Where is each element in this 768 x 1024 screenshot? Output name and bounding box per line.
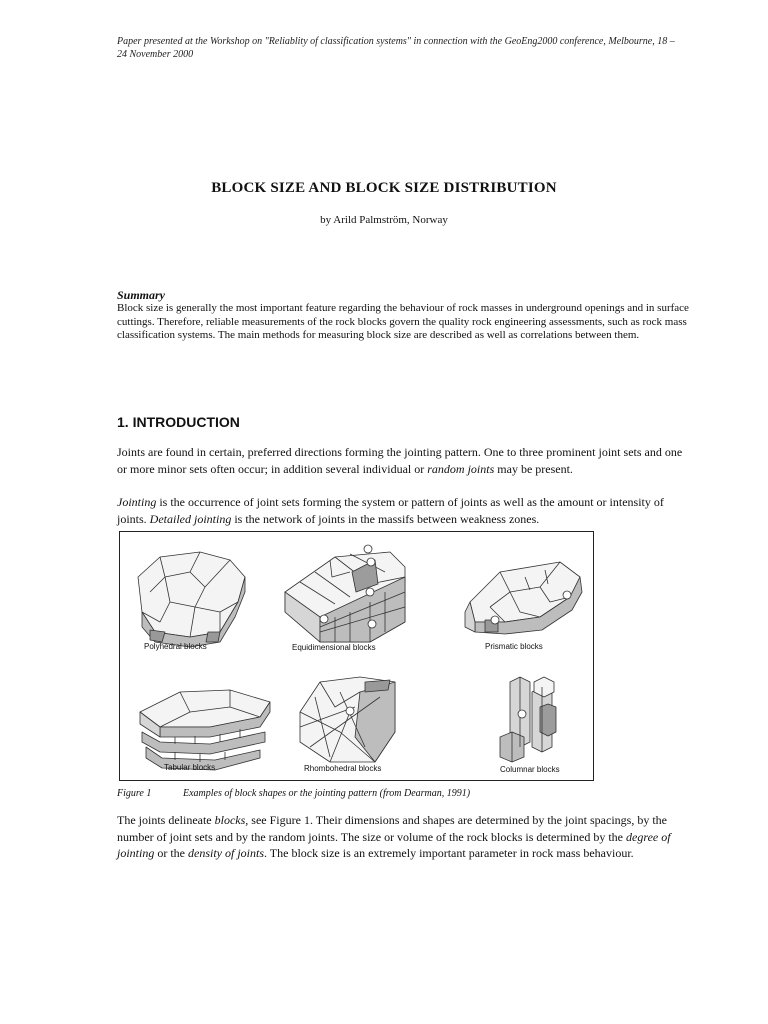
- figure-caption-text: Examples of block shapes or the jointing pattern (from Dearman, 1991): [183, 788, 471, 799]
- paper-title: BLOCK SIZE AND BLOCK SIZE DISTRIBUTION: [211, 180, 557, 196]
- section-heading-introduction: 1. INTRODUCTION: [117, 414, 240, 430]
- byline: by Arild Palmström, Norway: [320, 214, 448, 226]
- header-note: Paper presented at the Workshop on "Reliablity of classification systems" in connection with the GeoEng2000 conference, Melbourne, 18 – 24 November 2000: [117, 36, 675, 60]
- polyhedral-blocks-drawing: [138, 552, 245, 647]
- label-columnar-blocks: Columnar blocks: [500, 765, 560, 774]
- rhombohedral-blocks-drawing: [300, 677, 395, 762]
- figure-1-block-shapes: [119, 531, 594, 781]
- intro-paragraph-1: Joints are found in certain, preferred directions forming the jointing pattern. One to three prominent joint sets and one or more minor sets often occur; in addition several individual or random joints may be present.: [117, 445, 683, 476]
- summary-heading: Summary: [117, 288, 166, 302]
- intro-paragraph-2: Jointing is the occurrence of joint sets forming the system or pattern of joints as well as the amount or intensity of joints. Detailed jointing is the network of joints in the massifs between weakness zones.: [117, 495, 664, 526]
- intro-paragraph-3: The joints delineate blocks, see Figure 1. Their dimensions and shapes are determined by the joint spacings, by the number of joint sets and by the random joints. The size or volume of the rock blocks is determined by the degree of jointing or the density of joints. The block size is an extremely important parameter in rock mass behaviour.: [117, 813, 671, 860]
- label-polyhedral-blocks: Polyhedral blocks: [144, 642, 207, 651]
- figure-number: Figure 1: [117, 788, 152, 799]
- summary-body: Block size is generally the most important feature regarding the behaviour of rock masses in underground openings and in surface cuttings. Therefore, reliable measurements of the rock blocks govern the quality rock engineering assessments, such as rock mass classification systems. The main methods for measuring block size are described as well as correlations between them.: [117, 302, 689, 341]
- label-equidimensional-blocks: Equidimensional blocks: [292, 643, 376, 652]
- block-shapes-illustration: [120, 532, 595, 782]
- label-prismatic-blocks: Prismatic blocks: [485, 642, 543, 651]
- tabular-blocks-drawing: [140, 690, 270, 770]
- label-rhombohedral-blocks: Rhombohedral blocks: [304, 764, 382, 773]
- figure-caption: [117, 788, 470, 799]
- equidimensional-blocks-drawing: [285, 552, 405, 642]
- columnar-blocks-drawing: [500, 677, 556, 762]
- label-tabular-blocks: Tabular blocks: [164, 763, 216, 772]
